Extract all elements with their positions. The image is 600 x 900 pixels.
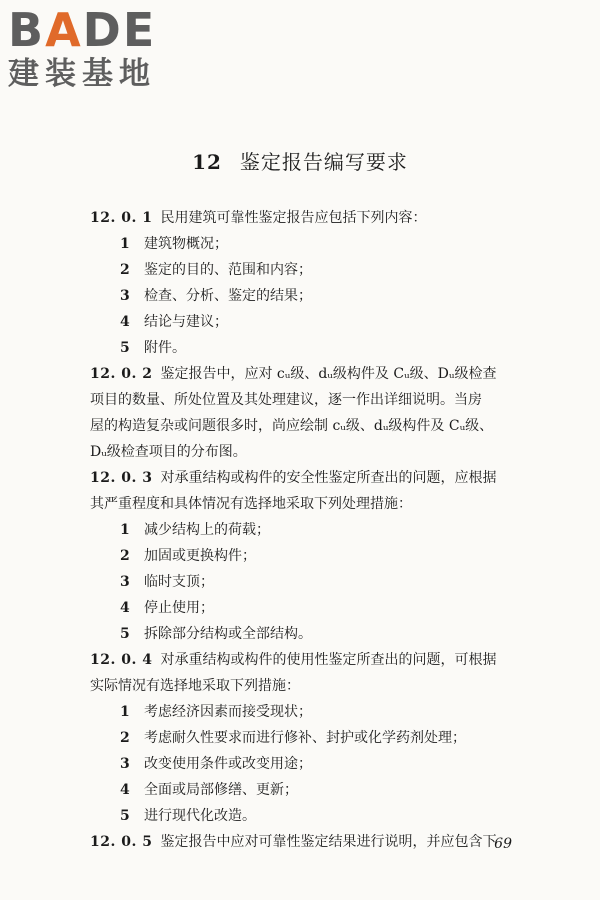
list-item bbox=[90, 803, 540, 829]
clause-line bbox=[90, 413, 540, 439]
list-item bbox=[90, 517, 540, 543]
chapter-number: 12 bbox=[192, 150, 222, 174]
clause-line bbox=[90, 491, 540, 517]
clause-text: 项目的数量、所处位置及其处理建议，逐一作出详细说明。当房 bbox=[90, 392, 482, 408]
logo-wordmark: BADE bbox=[8, 3, 157, 57]
list-item-text: 建筑物概况； bbox=[144, 236, 228, 252]
chapter-title bbox=[0, 146, 600, 175]
list-item-text: 临时支顶； bbox=[144, 574, 214, 590]
clause-line bbox=[90, 673, 540, 699]
clause-number: 12. 0. 5 bbox=[90, 834, 153, 850]
list-item-text: 进行现代化改造。 bbox=[144, 808, 256, 824]
list-item-text: 改变使用条件或改变用途； bbox=[144, 756, 312, 772]
list-item-number: 3 bbox=[120, 756, 130, 772]
list-item-text: 考虑耐久性要求而进行修补、封护或化学药剂处理； bbox=[144, 730, 466, 746]
list-item bbox=[90, 699, 540, 725]
list-item bbox=[90, 543, 540, 569]
list-item-number: 5 bbox=[120, 340, 130, 356]
list-item-text: 减少结构上的荷载； bbox=[144, 522, 270, 538]
list-item-text: 鉴定的目的、范围和内容； bbox=[144, 262, 312, 278]
clause-text: 鉴定报告中应对可靠性鉴定结果进行说明，并应包含下 bbox=[160, 834, 497, 850]
list-item bbox=[90, 569, 540, 595]
clause-text: Dᵤ级检查项目的分布图。 bbox=[90, 444, 247, 460]
list-item-text: 拆除部分结构或全部结构。 bbox=[144, 626, 312, 642]
list-item-text: 考虑经济因素而接受现状； bbox=[144, 704, 312, 720]
list-item-number: 3 bbox=[120, 574, 130, 590]
list-item-number: 4 bbox=[120, 782, 130, 798]
clause-line bbox=[90, 387, 540, 413]
list-item-text: 停止使用； bbox=[144, 600, 214, 616]
list-item-number: 1 bbox=[120, 704, 130, 720]
list-item bbox=[90, 283, 540, 309]
list-item-text: 结论与建议； bbox=[144, 314, 228, 330]
list-item bbox=[90, 595, 540, 621]
clause-first-line bbox=[90, 647, 540, 673]
list-item bbox=[90, 621, 540, 647]
list-item-number: 4 bbox=[120, 314, 130, 330]
clause-first-line bbox=[90, 829, 540, 855]
clause-number: 12. 0. 1 bbox=[90, 210, 153, 226]
clause-first-line bbox=[90, 205, 540, 231]
logo-subtitle: 建装基地 bbox=[8, 56, 156, 92]
page-number: 69 bbox=[494, 836, 512, 852]
list-item bbox=[90, 231, 540, 257]
clause-text: 实际情况有选择地采取下列措施： bbox=[90, 678, 300, 694]
clause-text: 其严重程度和具体情况有选择地采取下列处理措施： bbox=[90, 496, 412, 512]
list-item-number: 5 bbox=[120, 808, 130, 824]
clause-first-line bbox=[90, 465, 540, 491]
clause-number: 12. 0. 4 bbox=[90, 652, 153, 668]
clause-text: 鉴定报告中，应对 cᵤ级、dᵤ级构件及 Cᵤ级、Dᵤ级检查 bbox=[160, 366, 497, 382]
clause-first-line bbox=[90, 361, 540, 387]
clause-number: 12. 0. 3 bbox=[90, 470, 153, 486]
list-item-number: 2 bbox=[120, 262, 130, 278]
list-item bbox=[90, 257, 540, 283]
list-item-number: 2 bbox=[120, 730, 130, 746]
clause-text: 屋的构造复杂或问题很多时，尚应绘制 cᵤ级、dᵤ级构件及 Cᵤ级、 bbox=[90, 418, 494, 434]
list-item bbox=[90, 777, 540, 803]
list-item-number: 2 bbox=[120, 548, 130, 564]
clause-text: 民用建筑可靠性鉴定报告应包括下列内容： bbox=[160, 210, 427, 226]
chapter-heading: 鉴定报告编写要求 bbox=[239, 150, 408, 174]
list-item bbox=[90, 725, 540, 751]
list-item-text: 加固或更换构件； bbox=[144, 548, 256, 564]
list-item-number: 4 bbox=[120, 600, 130, 616]
list-item-number: 1 bbox=[120, 522, 130, 538]
clause-list bbox=[90, 205, 540, 855]
list-item-text: 全面或局部修缮、更新； bbox=[144, 782, 298, 798]
list-item-number: 1 bbox=[120, 236, 130, 252]
list-item-text: 附件。 bbox=[144, 340, 186, 356]
clause-text: 对承重结构或构件的安全性鉴定所查出的问题，应根据 bbox=[160, 470, 497, 486]
list-item bbox=[90, 309, 540, 335]
clause-line bbox=[90, 439, 540, 465]
list-item-text: 检查、分析、鉴定的结果； bbox=[144, 288, 312, 304]
list-item-number: 5 bbox=[120, 626, 130, 642]
list-item bbox=[90, 335, 540, 361]
list-item-number: 3 bbox=[120, 288, 130, 304]
clause-text: 对承重结构或构件的使用性鉴定所查出的问题，可根据 bbox=[160, 652, 497, 668]
bade-logo bbox=[8, 3, 180, 92]
list-item bbox=[90, 751, 540, 777]
clause-number: 12. 0. 2 bbox=[90, 366, 153, 382]
